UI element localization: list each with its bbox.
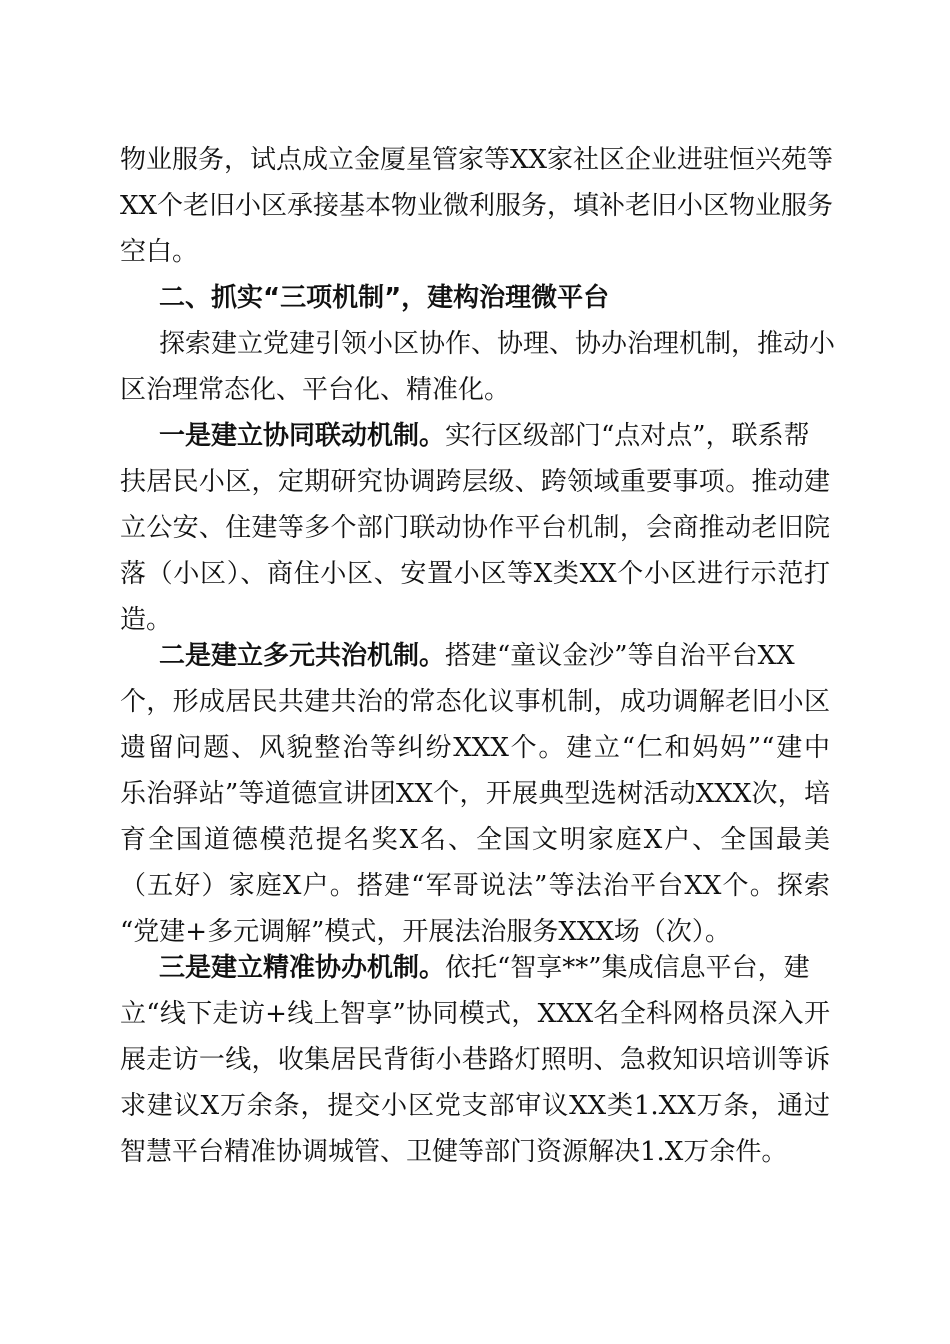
body-line: 求建议X万余条，提交小区党支部审议XX类1.XX万条，通过 [120,1091,830,1121]
paragraph-lead: 一是建立协同联动机制。 [159,421,446,451]
paragraph-lead: 三是建立精准协办机制。 [159,953,446,983]
paragraph-first-line [159,633,830,679]
body-line: 育全国道德模范提名奖X名、全国文明家庭X户、全国最美 [120,825,830,855]
body-line: 展走访一线，收集居民背街小巷路灯照明、急救知识培训等诉 [120,1045,830,1075]
body-line: 探索建立党建引领小区协作、协理、协办治理机制，推动小 [159,329,836,359]
body-line: 区治理常态化、平台化、精准化。 [120,375,511,405]
paragraph-text: 搭建“童议金沙”等自治平台XX [445,641,795,671]
body-line: 立公安、住建等多个部门联动协作平台机制，会商推动老旧院 [120,513,830,543]
paragraph-text: 依托“智享**”集成信息平台，建 [445,953,810,983]
body-line: 物业服务，试点成立金厦星管家等XX家社区企业进驻恒兴苑等 [120,145,834,175]
body-line: 立“线下走访+线上智享”协同模式，XXX名全科网格员深入开 [120,999,830,1029]
body-line: XX个老旧小区承接基本物业微利服务，填补老旧小区物业服务 [120,191,834,221]
paragraph-text: 实行区级部门“点对点”，联系帮 [445,421,810,451]
body-line: 遗留问题、风貌整治等纠纷XXX个。建立“仁和妈妈”“建中 [120,733,830,763]
body-line: 乐治驿站”等道德宣讲团XX个，开展典型选树活动XXX次，培 [120,779,830,809]
body-line: 扶居民小区，定期研究协调跨层级、跨领域重要事项。推动建 [120,467,830,497]
body-line: 智慧平台精准协调城管、卫健等部门资源解决1.X万余件。 [120,1137,788,1167]
body-line: 落（小区）、商住小区、安置小区等X类XX个小区进行示范打 [120,559,830,589]
paragraph-lead: 二是建立多元共治机制。 [159,641,446,671]
paragraph-first-line [159,945,830,991]
body-line: （五好）家庭X户。搭建“军哥说法”等法治平台XX个。探索 [120,871,830,901]
body-line: 个，形成居民共建共治的常态化议事机制，成功调解老旧小区 [120,687,830,717]
section-heading: 二、抓实“三项机制”，建构治理微平台 [159,283,610,313]
body-line: 造。 [120,605,173,635]
body-line: “党建+多元调解”模式，开展法治服务XXX场（次）。 [120,917,731,947]
body-line: 空白。 [120,237,199,267]
paragraph-first-line [159,413,830,459]
